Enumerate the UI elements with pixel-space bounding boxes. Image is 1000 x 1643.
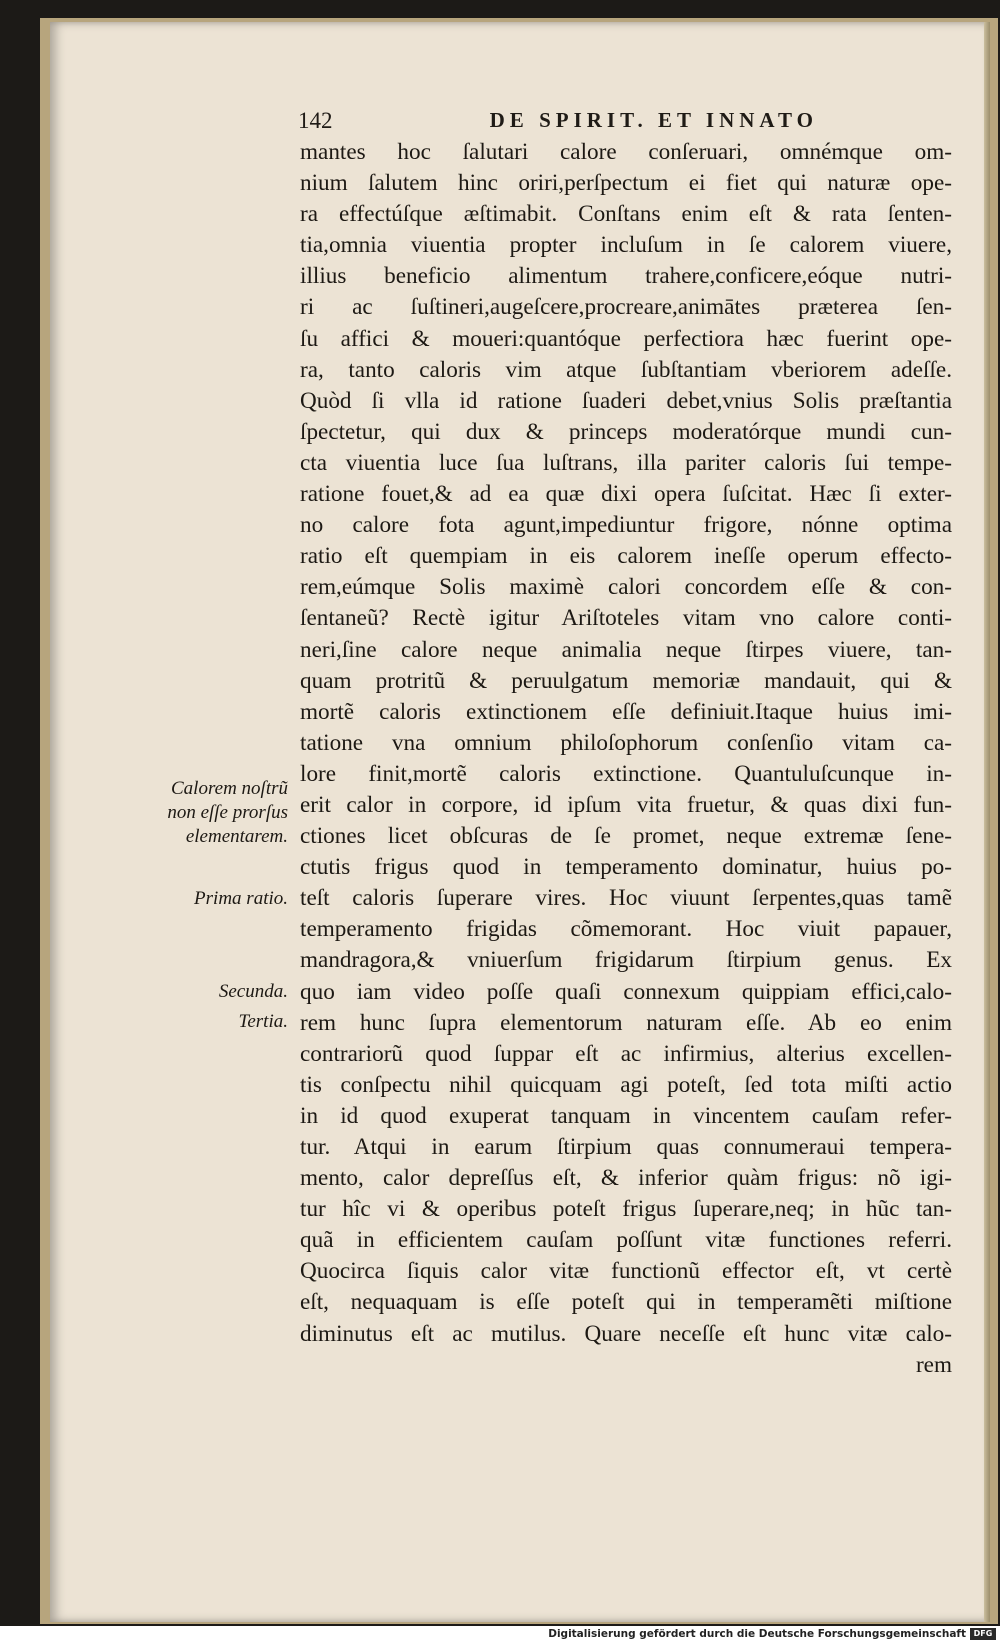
text-line: tis conſpectu nihil quicquam agi poteſt, ſed tota miſti actio [300,1071,952,1098]
text-line: mantes hoc ſalutari calore conſeruari, omnémque om- [300,139,952,165]
text-line: contrariorũ quod ſuppar eſt ac infirmius, alterius excellen- [300,1040,952,1067]
text-line: temperamento frigidas cõmemorant. Hoc viuit papauer, [300,916,952,943]
text-line: tur. Atqui in earum ſtirpium quas connumeraui tempera- [300,1134,952,1160]
text-line: eſt, nequaquam is eſſe poteſt qui in temperamẽti miſtione [300,1289,952,1316]
margin-note-calorem [167,777,288,849]
catchword: rem [915,1351,952,1378]
text-line: ra effectúſque æſtimabit. Conſtans enim eſt & rata ſenten- [300,201,952,228]
text-line: teſt caloris ſuperare vires. Hoc viuunt ſerpentes,quas tamẽ [300,885,952,912]
text-line: nium ſalutem hinc oriri,perſpectum ei fiet qui naturæ ope- [300,170,952,197]
text-line: no calore fota agunt,impediuntur frigore, nónne optima [300,512,952,539]
text-line: ſu affici & moueri:quantóque perfectiora hæc fuerint ope- [300,325,952,352]
margin-note-tertia: Tertia. [238,1011,288,1032]
margin-note-line: non eſſe prorſus [167,802,288,823]
text-line: rem,eúmque Solis maximè calori concordem eſſe & con- [300,574,952,601]
text-line: quo iam video poſſe quaſi connexum quippiam effici,calo- [300,978,952,1005]
text-line: tatione vna omnium philoſophorum conſenſio vitam ca- [300,729,952,756]
text-line: ratio eſt quempiam in eis calorem ineſſe operum effecto- [300,543,952,570]
text-line: diminutus eſt ac mutilus. Quare neceſſe eſt hunc vitæ calo- [300,1320,952,1347]
text-line: erit calor in corpore, id ipſum vita fruetur, & quas dixi fun- [300,791,952,818]
funding-credit: Digitalisierung gefördert durch die Deutsche Forschungsgemeinschaft [548,1628,966,1640]
page-edge [984,22,990,1622]
margin-note-prima: Prima ratio. [194,888,288,909]
margin-note-line: elementarem. [185,826,288,847]
text-line: ratione fouet,& ad ea quæ dixi opera ſuſcitat. Hæc ſi exter- [300,481,952,508]
text-line: Quocirca ſiquis calor vitæ functionũ effector eſt, vt certè [300,1258,952,1285]
text-line: lore finit,mortẽ caloris extinctione. Quantuluſcunque in- [300,760,952,787]
text-line: ra, tanto caloris vim atque ſubſtantiam vberiorem adeſſe. [300,356,952,383]
text-line: ſpectetur, qui dux & princeps moderatórque mundi cun- [300,418,952,445]
text-line: quã in efficientem cauſam poſſunt vitæ functiones referri. [300,1227,952,1254]
text-line: quam protritũ & peruulgatum memoriæ mandauit, qui & [300,667,952,694]
text-line: ctiones licet obſcuras de ſe promet, neque extremæ ſene- [300,823,952,850]
margin-note-secunda: Secunda. [218,981,288,1002]
page-number: 142 [298,108,333,133]
text-line: mortẽ caloris extinctionem eſſe definiuit.Itaque huius imi- [300,698,952,725]
text-line: neri,ſine calore neque animalia neque ſtirpes viuere, tan- [300,636,952,663]
text-line: mento, calor depreſſus eſt, & inferior quàm frigus: nõ igi- [300,1165,952,1192]
text-line: mandragora,& vniuerſum frigidarum ſtirpium genus. Ex [300,947,952,974]
text-line: in id quod exuperat tanquam in vincentem cauſam refer- [300,1102,952,1129]
text-line: rem hunc ſupra elementorum naturam eſſe. Ab eo enim [300,1009,952,1036]
margin-note-line: Calorem noſtrũ [171,778,288,799]
text-line: tur hîc vi & operibus poteſt frigus ſuperare,neq; in hũc tan- [300,1196,952,1223]
running-title: DE SPIRIT. ET INNATO [489,108,818,132]
dfg-logo: DFG [970,1628,996,1640]
text-line: ctutis frigus quod in temperamento dominatur, huius po- [300,854,952,881]
text-line: cta viuentia luce ſua luſtrans, illa pariter caloris ſui tempe- [300,449,952,476]
main-text-block [300,137,952,1381]
text-line: tia,omnia viuentia propter incluſum in ſe calorem viuere, [300,232,952,259]
text-line: illius beneficio alimentum trahere,conficere,eóque nutri- [300,263,952,290]
text-line: ſentaneũ? Rectè igitur Ariſtoteles vitam vno calore conti- [300,605,952,632]
text-line: ri ac ſuſtineri,augeſcere,procreare,animātes præterea ſen- [300,294,952,321]
text-line: Quòd ſi vlla id ratione ſuaderi debet,vnius Solis præſtantia [300,387,952,414]
